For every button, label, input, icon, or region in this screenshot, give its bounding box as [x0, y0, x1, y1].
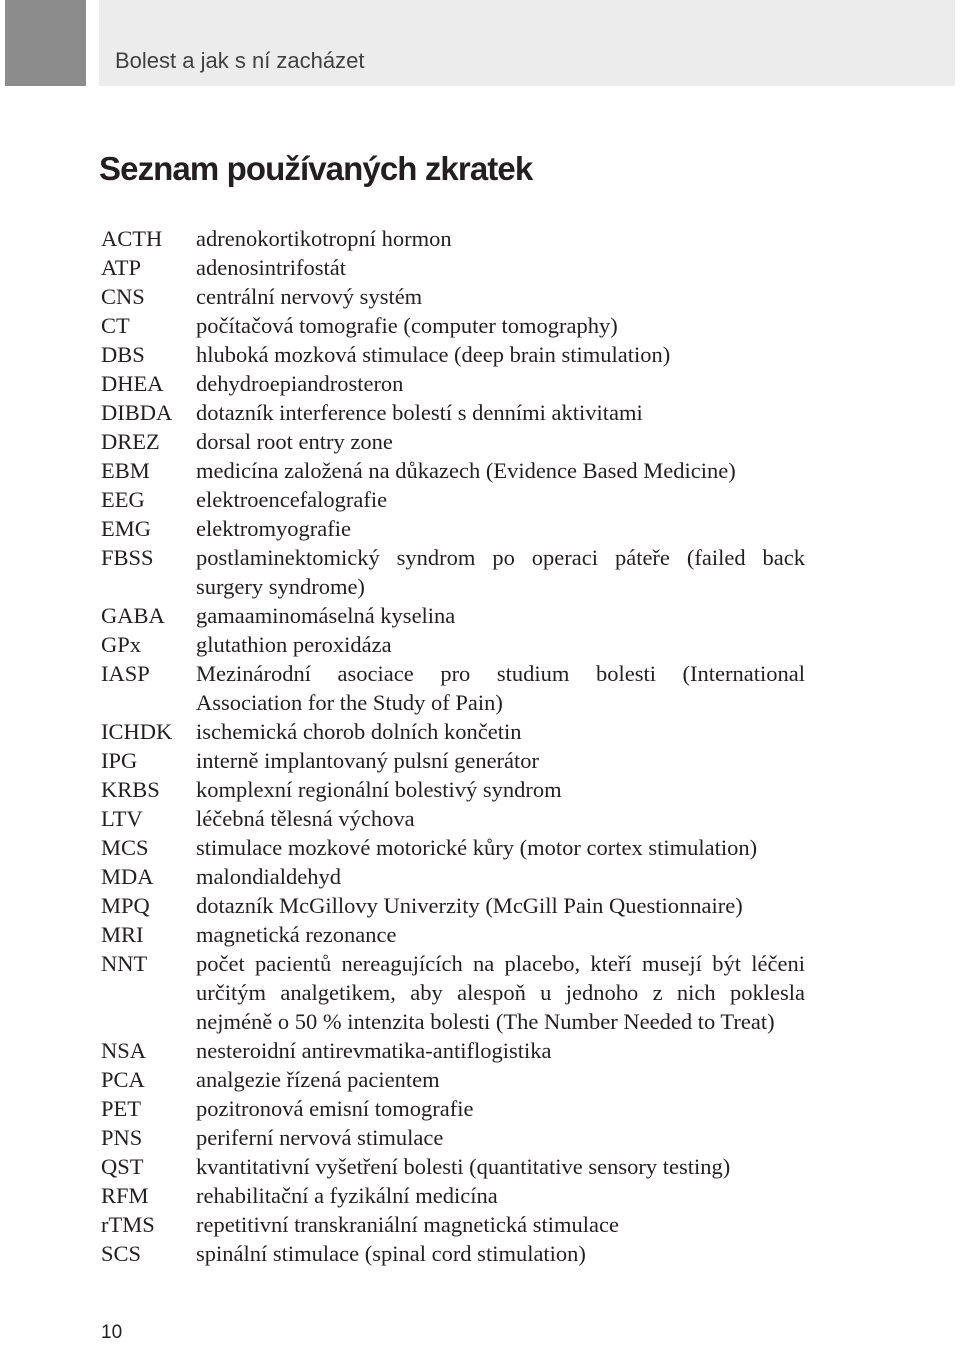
abbreviation-entry	[101, 775, 805, 804]
abbreviation-definition: počítačová tomografie (computer tomography)	[196, 313, 618, 338]
abbreviation-entry	[101, 311, 805, 340]
abbreviation-term: IPG	[101, 748, 138, 773]
abbreviation-entry	[101, 514, 805, 543]
abbreviation-entry	[101, 601, 805, 630]
abbreviation-definition: počet pacientů nereagujících na placebo, kteří musejí být léčeni určitým analgetikem, aby alespoň u jednoho z nich poklesla nejméně o 50 % intenzita bolesti (The Number Needed to Treat)	[196, 951, 805, 1034]
abbreviation-definition: magnetická rezonance	[196, 922, 397, 947]
abbreviation-definition: pozitronová emisní tomografie	[196, 1096, 474, 1121]
abbreviation-entry	[101, 862, 805, 891]
abbreviation-term: rTMS	[101, 1212, 155, 1237]
abbreviation-definition: dotazník McGillovy Univerzity (McGill Pain Questionnaire)	[196, 893, 743, 918]
abbreviation-term: MDA	[101, 864, 154, 889]
section-title: Seznam používaných zkratek	[99, 150, 533, 187]
abbreviation-term: CNS	[101, 284, 145, 309]
abbreviation-term: MCS	[101, 835, 149, 860]
abbreviation-definition: stimulace mozkové motorické kůry (motor cortex stimulation)	[196, 835, 758, 860]
abbreviation-definition: repetitivní transkraniální magnetická stimulace	[196, 1212, 619, 1237]
abbreviation-definition: gamaaminomáselná kyselina	[196, 603, 456, 628]
abbreviation-list	[101, 224, 805, 1268]
abbreviation-definition: rehabilitační a fyzikální medicína	[196, 1183, 498, 1208]
abbreviation-term: RFM	[101, 1183, 149, 1208]
abbreviation-term: QST	[101, 1154, 144, 1179]
abbreviation-term: MPQ	[101, 893, 150, 918]
abbreviation-term: LTV	[101, 806, 143, 831]
abbreviation-definition: adenosintrifostát	[196, 255, 346, 280]
abbreviation-entry	[101, 1181, 805, 1210]
abbreviation-term: ATP	[101, 255, 142, 280]
abbreviation-definition: spinální stimulace (spinal cord stimulation)	[196, 1241, 586, 1266]
abbreviation-definition: centrální nervový systém	[196, 284, 423, 309]
abbreviation-entry	[101, 804, 805, 833]
abbreviation-term: NNT	[101, 951, 148, 976]
abbreviation-term: DREZ	[101, 429, 160, 454]
page-number: 10	[101, 1322, 123, 1343]
abbreviation-definition: ischemická chorob dolních končetin	[196, 719, 522, 744]
abbreviation-term: CT	[101, 313, 130, 338]
abbreviation-term: ICHDK	[101, 719, 173, 744]
abbreviation-term: GABA	[101, 603, 165, 628]
abbreviation-definition: Mezinárodní asociace pro studium bolesti (International Association for the Study of Pain)	[196, 661, 805, 715]
abbreviation-entry	[101, 369, 805, 398]
abbreviation-entry	[101, 1065, 805, 1094]
abbreviation-definition: glutathion peroxidáza	[196, 632, 392, 657]
abbreviation-entry	[101, 1036, 805, 1065]
abbreviation-entry	[101, 282, 805, 311]
abbreviation-term: ACTH	[101, 226, 163, 251]
abbreviation-entry	[101, 427, 805, 456]
abbreviation-definition: hluboká mozková stimulace (deep brain stimulation)	[196, 342, 671, 367]
abbreviation-definition: dotazník interference bolestí s denními aktivitami	[196, 400, 643, 425]
abbreviation-definition: malondialdehyd	[196, 864, 341, 889]
abbreviation-definition: léčebná tělesná výchova	[196, 806, 415, 831]
abbreviation-term: EEG	[101, 487, 145, 512]
abbreviation-entry	[101, 543, 805, 601]
abbreviation-definition: komplexní regionální bolestivý syndrom	[196, 777, 562, 802]
abbreviation-term: PET	[101, 1096, 142, 1121]
abbreviation-term: EMG	[101, 516, 151, 541]
abbreviation-entry	[101, 630, 805, 659]
abbreviation-entry	[101, 717, 805, 746]
abbreviation-definition: analgezie řízená pacientem	[196, 1067, 440, 1092]
abbreviation-term: MRI	[101, 922, 144, 947]
abbreviation-term: GPx	[101, 632, 142, 657]
abbreviation-entry	[101, 833, 805, 862]
abbreviation-entry	[101, 1239, 805, 1268]
abbreviation-definition: adrenokortikotropní hormon	[196, 226, 452, 251]
abbreviation-entry	[101, 456, 805, 485]
abbreviation-entry	[101, 340, 805, 369]
abbreviation-entry	[101, 891, 805, 920]
abbreviation-term: PNS	[101, 1125, 143, 1150]
abbreviation-definition: elektroencefalografie	[196, 487, 388, 512]
abbreviation-definition: kvantitativní vyšetření bolesti (quantitative sensory testing)	[196, 1154, 731, 1179]
abbreviation-definition: medicína založená na důkazech (Evidence Based Medicine)	[196, 458, 736, 483]
abbreviation-entry	[101, 949, 805, 1036]
abbreviation-definition: dehydroepiandrosteron	[196, 371, 404, 396]
abbreviation-definition: elektromyografie	[196, 516, 351, 541]
abbreviation-definition: periferní nervová stimulace	[196, 1125, 444, 1150]
abbreviation-entry	[101, 659, 805, 717]
abbreviation-term: PCA	[101, 1067, 145, 1092]
abbreviation-term: IASP	[101, 661, 150, 686]
abbreviation-entry	[101, 1152, 805, 1181]
abbreviation-term: EBM	[101, 458, 150, 483]
abbreviation-definition: postlaminektomický syndrom po operaci páteře (failed back surgery syndrome)	[196, 545, 805, 599]
abbreviation-entry	[101, 253, 805, 282]
abbreviation-entry	[101, 224, 805, 253]
abbreviation-term: KRBS	[101, 777, 160, 802]
abbreviation-term: DHEA	[101, 371, 164, 396]
abbreviation-term: SCS	[101, 1241, 142, 1266]
abbreviation-term: FBSS	[101, 545, 154, 570]
header-accent-block	[5, 0, 86, 86]
abbreviation-entry	[101, 1094, 805, 1123]
abbreviation-entry	[101, 1123, 805, 1152]
abbreviation-entry	[101, 398, 805, 427]
running-title: Bolest a jak s ní zacházet	[115, 48, 365, 73]
abbreviation-definition: interně implantovaný pulsní generátor	[196, 748, 540, 773]
abbreviation-term: DIBDA	[101, 400, 173, 425]
abbreviation-entry	[101, 485, 805, 514]
abbreviation-entry	[101, 920, 805, 949]
abbreviation-entry	[101, 1210, 805, 1239]
abbreviation-definition: nesteroidní antirevmatika-antiflogistika	[196, 1038, 552, 1063]
abbreviation-entry	[101, 746, 805, 775]
abbreviation-definition: dorsal root entry zone	[196, 429, 393, 454]
abbreviation-term: NSA	[101, 1038, 147, 1063]
abbreviation-term: DBS	[101, 342, 145, 367]
running-header	[99, 0, 955, 86]
